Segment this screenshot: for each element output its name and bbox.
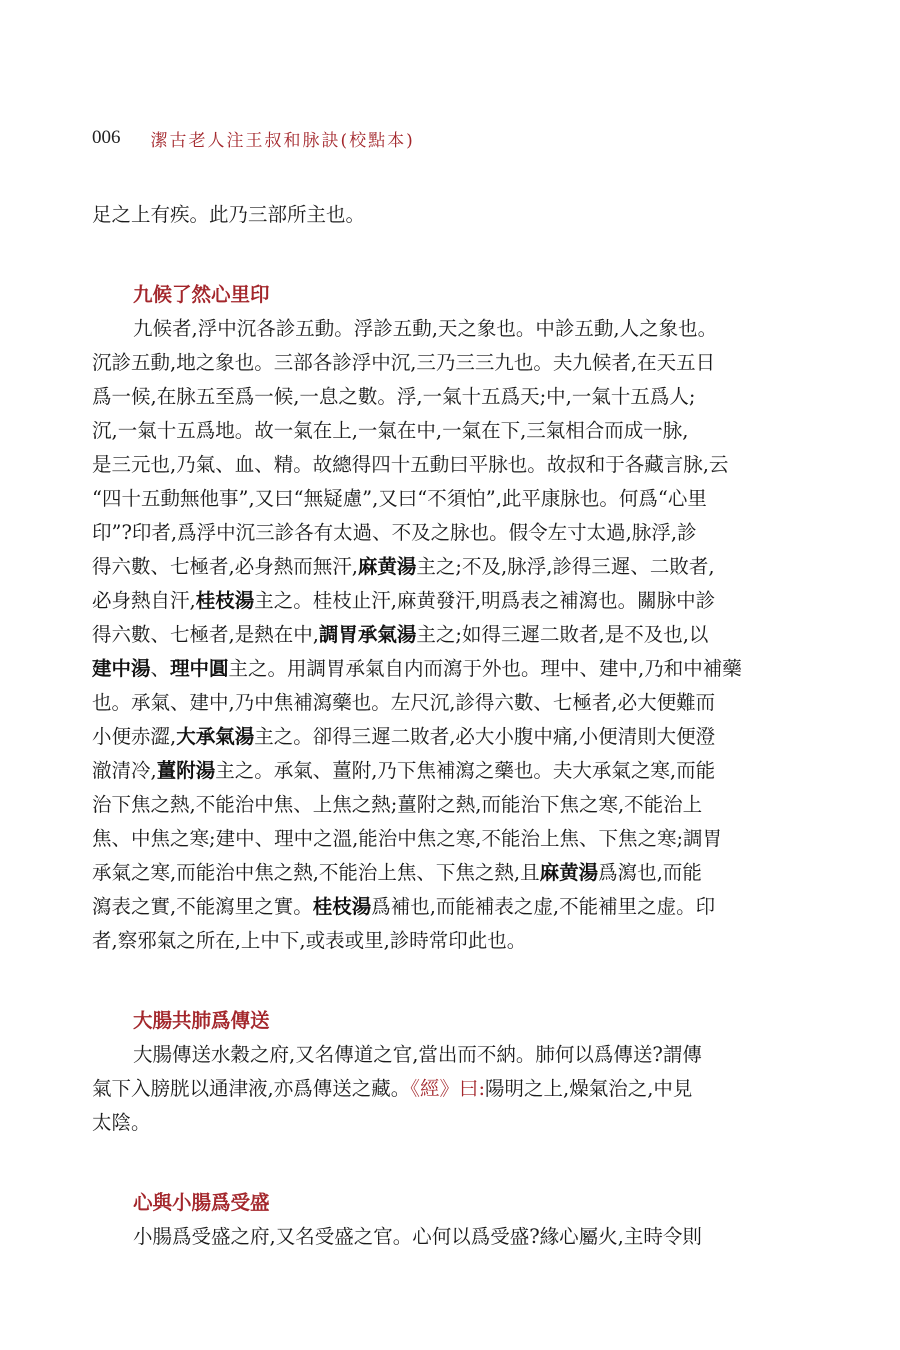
text-line xyxy=(92,686,768,720)
text-segment: 、 xyxy=(150,657,171,680)
text-segment: 印”?印者,爲浮中沉三診各有太過、不及之脉也。假令左寸太過,脉浮,診 xyxy=(92,521,697,544)
text-segment: 者,察邪氣之所在,上中下,或表或里,診時常印此也。 xyxy=(92,929,527,952)
text-line xyxy=(92,584,768,618)
text-segment: 爲補也,而能補表之虚,不能補里之虚。印 xyxy=(371,895,716,918)
text-segment: 陽明之上,燥氣治之,中見 xyxy=(485,1077,693,1100)
formula-name: 麻黄湯 xyxy=(539,861,599,884)
text-line xyxy=(92,618,768,652)
text-line xyxy=(92,720,768,754)
text-segment: 主之。桂枝止汗,麻黄發汗,明爲表之補瀉也。關脉中診 xyxy=(254,589,716,612)
text-line xyxy=(92,516,768,550)
text-body xyxy=(92,198,768,1254)
text-segment: 沉診五動,地之象也。三部各診浮中沉,三乃三三九也。夫九候者,在天五日 xyxy=(92,351,716,374)
text-line xyxy=(92,652,768,686)
text-line xyxy=(92,198,768,232)
text-line xyxy=(92,550,768,584)
page-number: 006 xyxy=(92,127,121,148)
text-segment: 太陰。 xyxy=(92,1111,151,1134)
section-gap xyxy=(92,1140,768,1186)
text-segment: 主之。承氣、薑附,乃下焦補瀉之藥也。夫大承氣之寒,而能 xyxy=(215,759,716,782)
text-segment: 沉,一氣十五爲地。故一氣在上,一氣在中,一氣在下,三氣相合而成一脉, xyxy=(92,419,689,442)
text-segment: 氣下入膀胱以通津液,亦爲傳送之藏。 xyxy=(92,1077,411,1100)
text-segment: 澈清冷, xyxy=(92,759,157,782)
text-line xyxy=(92,924,768,958)
text-segment: 也。承氣、建中,乃中焦補瀉藥也。左尺沉,診得六數、七極者,必大便難而 xyxy=(92,691,716,714)
text-segment: 主之。卻得三遲二敗者,必大小腹中痛,小便清則大便澄 xyxy=(254,725,716,748)
text-line xyxy=(92,448,768,482)
text-line xyxy=(92,1106,768,1140)
text-line xyxy=(92,788,768,822)
text-segment: 爲一候,在脉五至爲一候,一息之數。浮,一氣十五爲天;中,一氣十五爲人; xyxy=(92,385,696,408)
text-segment: 得六數、七極者,是熱在中, xyxy=(92,623,319,646)
text-line xyxy=(92,1038,768,1072)
running-head xyxy=(92,126,415,150)
section-gap xyxy=(92,232,768,278)
text-segment: 小腸爲受盛之府,又名受盛之官。心何以爲受盛?緣心屬火,主時令則 xyxy=(133,1225,702,1248)
formula-name: 麻黄湯 xyxy=(357,555,417,578)
formula-name: 大承氣湯 xyxy=(176,725,255,748)
section-heading: 心與小腸爲受盛 xyxy=(133,1191,270,1214)
formula-name: 薑附湯 xyxy=(156,759,216,782)
text-line xyxy=(92,414,768,448)
formula-name: 桂枝湯 xyxy=(195,589,255,612)
text-line xyxy=(92,822,768,856)
text-segment: 必身熱自汗, xyxy=(92,589,196,612)
section-heading: 大腸共肺爲傳送 xyxy=(133,1009,270,1032)
text-line xyxy=(92,482,768,516)
text-line xyxy=(92,890,768,924)
text-segment: “四十五動無他事”,又曰“無疑慮”,又曰“不須怕”,此平康脉也。何爲“心里 xyxy=(92,487,707,510)
text-segment: 承氣之寒,而能治中焦之熱,不能治上焦、下焦之熱,且 xyxy=(92,861,540,884)
formula-name: 建中湯 xyxy=(92,657,151,680)
text-segment: 大腸傳送水穀之府,又名傳道之官,當出而不納。肺何以爲傳送?謂傳 xyxy=(133,1043,702,1066)
text-segment: 小便赤澀, xyxy=(92,725,177,748)
text-line xyxy=(92,754,768,788)
text-segment: 得六數、七極者,必身熱而無汗, xyxy=(92,555,358,578)
text-segment: 九候者,浮中沉各診五動。浮診五動,天之象也。中診五動,人之象也。 xyxy=(133,317,718,340)
text-segment: 主之;不及,脉浮,診得三遲、二敗者, xyxy=(416,555,715,578)
text-line xyxy=(92,312,768,346)
text-line xyxy=(92,1220,768,1254)
text-segment: 主之;如得三遲二敗者,是不及也,以 xyxy=(416,623,709,646)
text-segment: 焦、中焦之寒;建中、理中之溫,能治中焦之寒,不能治上焦、下焦之寒;調胃 xyxy=(92,827,723,850)
formula-name: 桂枝湯 xyxy=(312,895,372,918)
text-segment: 爲瀉也,而能 xyxy=(598,861,702,884)
text-segment: 瀉表之實,不能瀉里之實。 xyxy=(92,895,313,918)
text-line xyxy=(92,380,768,414)
book-title: 潔古老人注王叔和脉訣(校點本) xyxy=(150,130,415,151)
formula-name: 理中圓 xyxy=(170,657,229,680)
section-gap xyxy=(92,958,768,1004)
text-line xyxy=(92,856,768,890)
text-segment: 治下焦之熱,不能治中焦、上焦之熱;薑附之熱,而能治下焦之寒,不能治上 xyxy=(92,793,703,816)
section-heading: 九候了然心里印 xyxy=(133,283,270,306)
text-segment: 主之。用調胃承氣自内而瀉于外也。理中、建中,乃和中補藥 xyxy=(228,657,742,680)
text-line xyxy=(92,346,768,380)
text-line xyxy=(92,1072,768,1106)
text-segment: 足之上有疾。此乃三部所主也。 xyxy=(92,203,366,226)
formula-name: 調胃承氣湯 xyxy=(318,623,417,646)
text-segment: 是三元也,乃氣、血、精。故總得四十五動曰平脉也。故叔和于各藏言脉,云 xyxy=(92,453,729,476)
classic-citation: 《經》曰: xyxy=(410,1077,486,1100)
